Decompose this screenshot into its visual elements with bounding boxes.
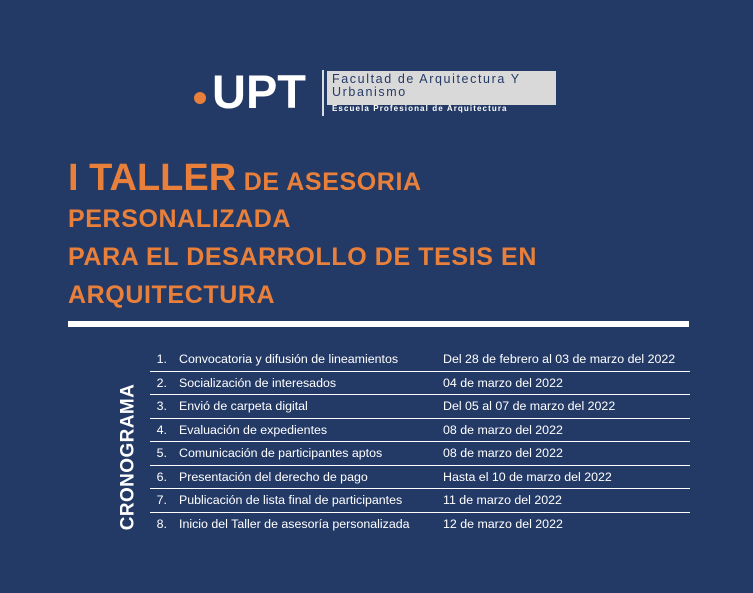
schedule-row: [150, 513, 690, 537]
schedule-table: [150, 348, 690, 537]
upt-logo: [192, 65, 572, 120]
schedule-label-text: CRONOGRAMA: [117, 383, 138, 531]
row-date: Del 28 de febrero al 03 de marzo del 2022: [443, 352, 676, 366]
row-date: 04 de marzo del 2022: [443, 375, 563, 390]
row-date: Del 05 al 07 de marzo del 2022: [443, 399, 616, 413]
row-date: 08 de marzo del 2022: [443, 422, 563, 437]
schedule-row: [150, 419, 690, 443]
title-divider: [68, 321, 689, 327]
schedule-label: [115, 377, 141, 537]
logo-school-name: Escuela Profesional de Arquitectura: [332, 104, 508, 113]
schedule-row: [150, 489, 690, 513]
row-activity: Convocatoria y difusión de lineamientos: [179, 352, 399, 366]
row-activity: Inicio del Taller de asesoría personalizada: [179, 516, 410, 531]
row-number: 1.: [156, 352, 167, 366]
schedule-row: [150, 442, 690, 466]
row-date: 11 de marzo del 2022: [443, 493, 562, 507]
row-activity: Envió de carpeta digital: [179, 399, 308, 413]
title-line-4: ARQUITECTURA: [68, 281, 276, 309]
row-number: 2.: [156, 375, 167, 390]
row-number: 3.: [156, 399, 167, 413]
logo-faculty-name: Facultad de Arquitectura Y Urbanismo: [332, 72, 521, 99]
schedule-row: [150, 372, 690, 396]
logo-wordmark: UPT: [212, 65, 306, 118]
schedule-row: [150, 395, 690, 419]
row-date: 12 de marzo del 2022: [443, 516, 563, 531]
row-activity: Comunicación de participantes aptos: [179, 446, 383, 460]
schedule-row: [150, 466, 690, 490]
row-number: 7.: [156, 493, 167, 507]
row-activity: Presentación del derecho de pago: [179, 469, 368, 484]
title-de-asesoria: DE ASESORIA: [236, 168, 422, 196]
row-number: 5.: [156, 446, 167, 460]
row-activity: Evaluación de expedientes: [179, 422, 328, 437]
schedule-row: [150, 348, 690, 372]
row-date: Hasta el 10 de marzo del 2022: [443, 469, 612, 484]
logo-dot: [194, 92, 206, 104]
row-number: 4.: [156, 422, 167, 437]
title-taller: I TALLER: [68, 157, 237, 199]
page-title: [68, 156, 708, 314]
row-activity: Socialización de interesados: [179, 375, 337, 390]
row-number: 6.: [156, 469, 167, 484]
row-number: 8.: [156, 516, 167, 531]
title-line-2: PERSONALIZADA: [68, 205, 292, 233]
title-line-3: PARA EL DESARROLLO DE TESIS EN: [68, 243, 537, 271]
title-line-1: [68, 156, 708, 200]
row-date: 08 de marzo del 2022: [443, 446, 563, 460]
logo-divider: [322, 70, 324, 116]
row-activity: Publicación de lista final de participantes: [179, 493, 403, 507]
